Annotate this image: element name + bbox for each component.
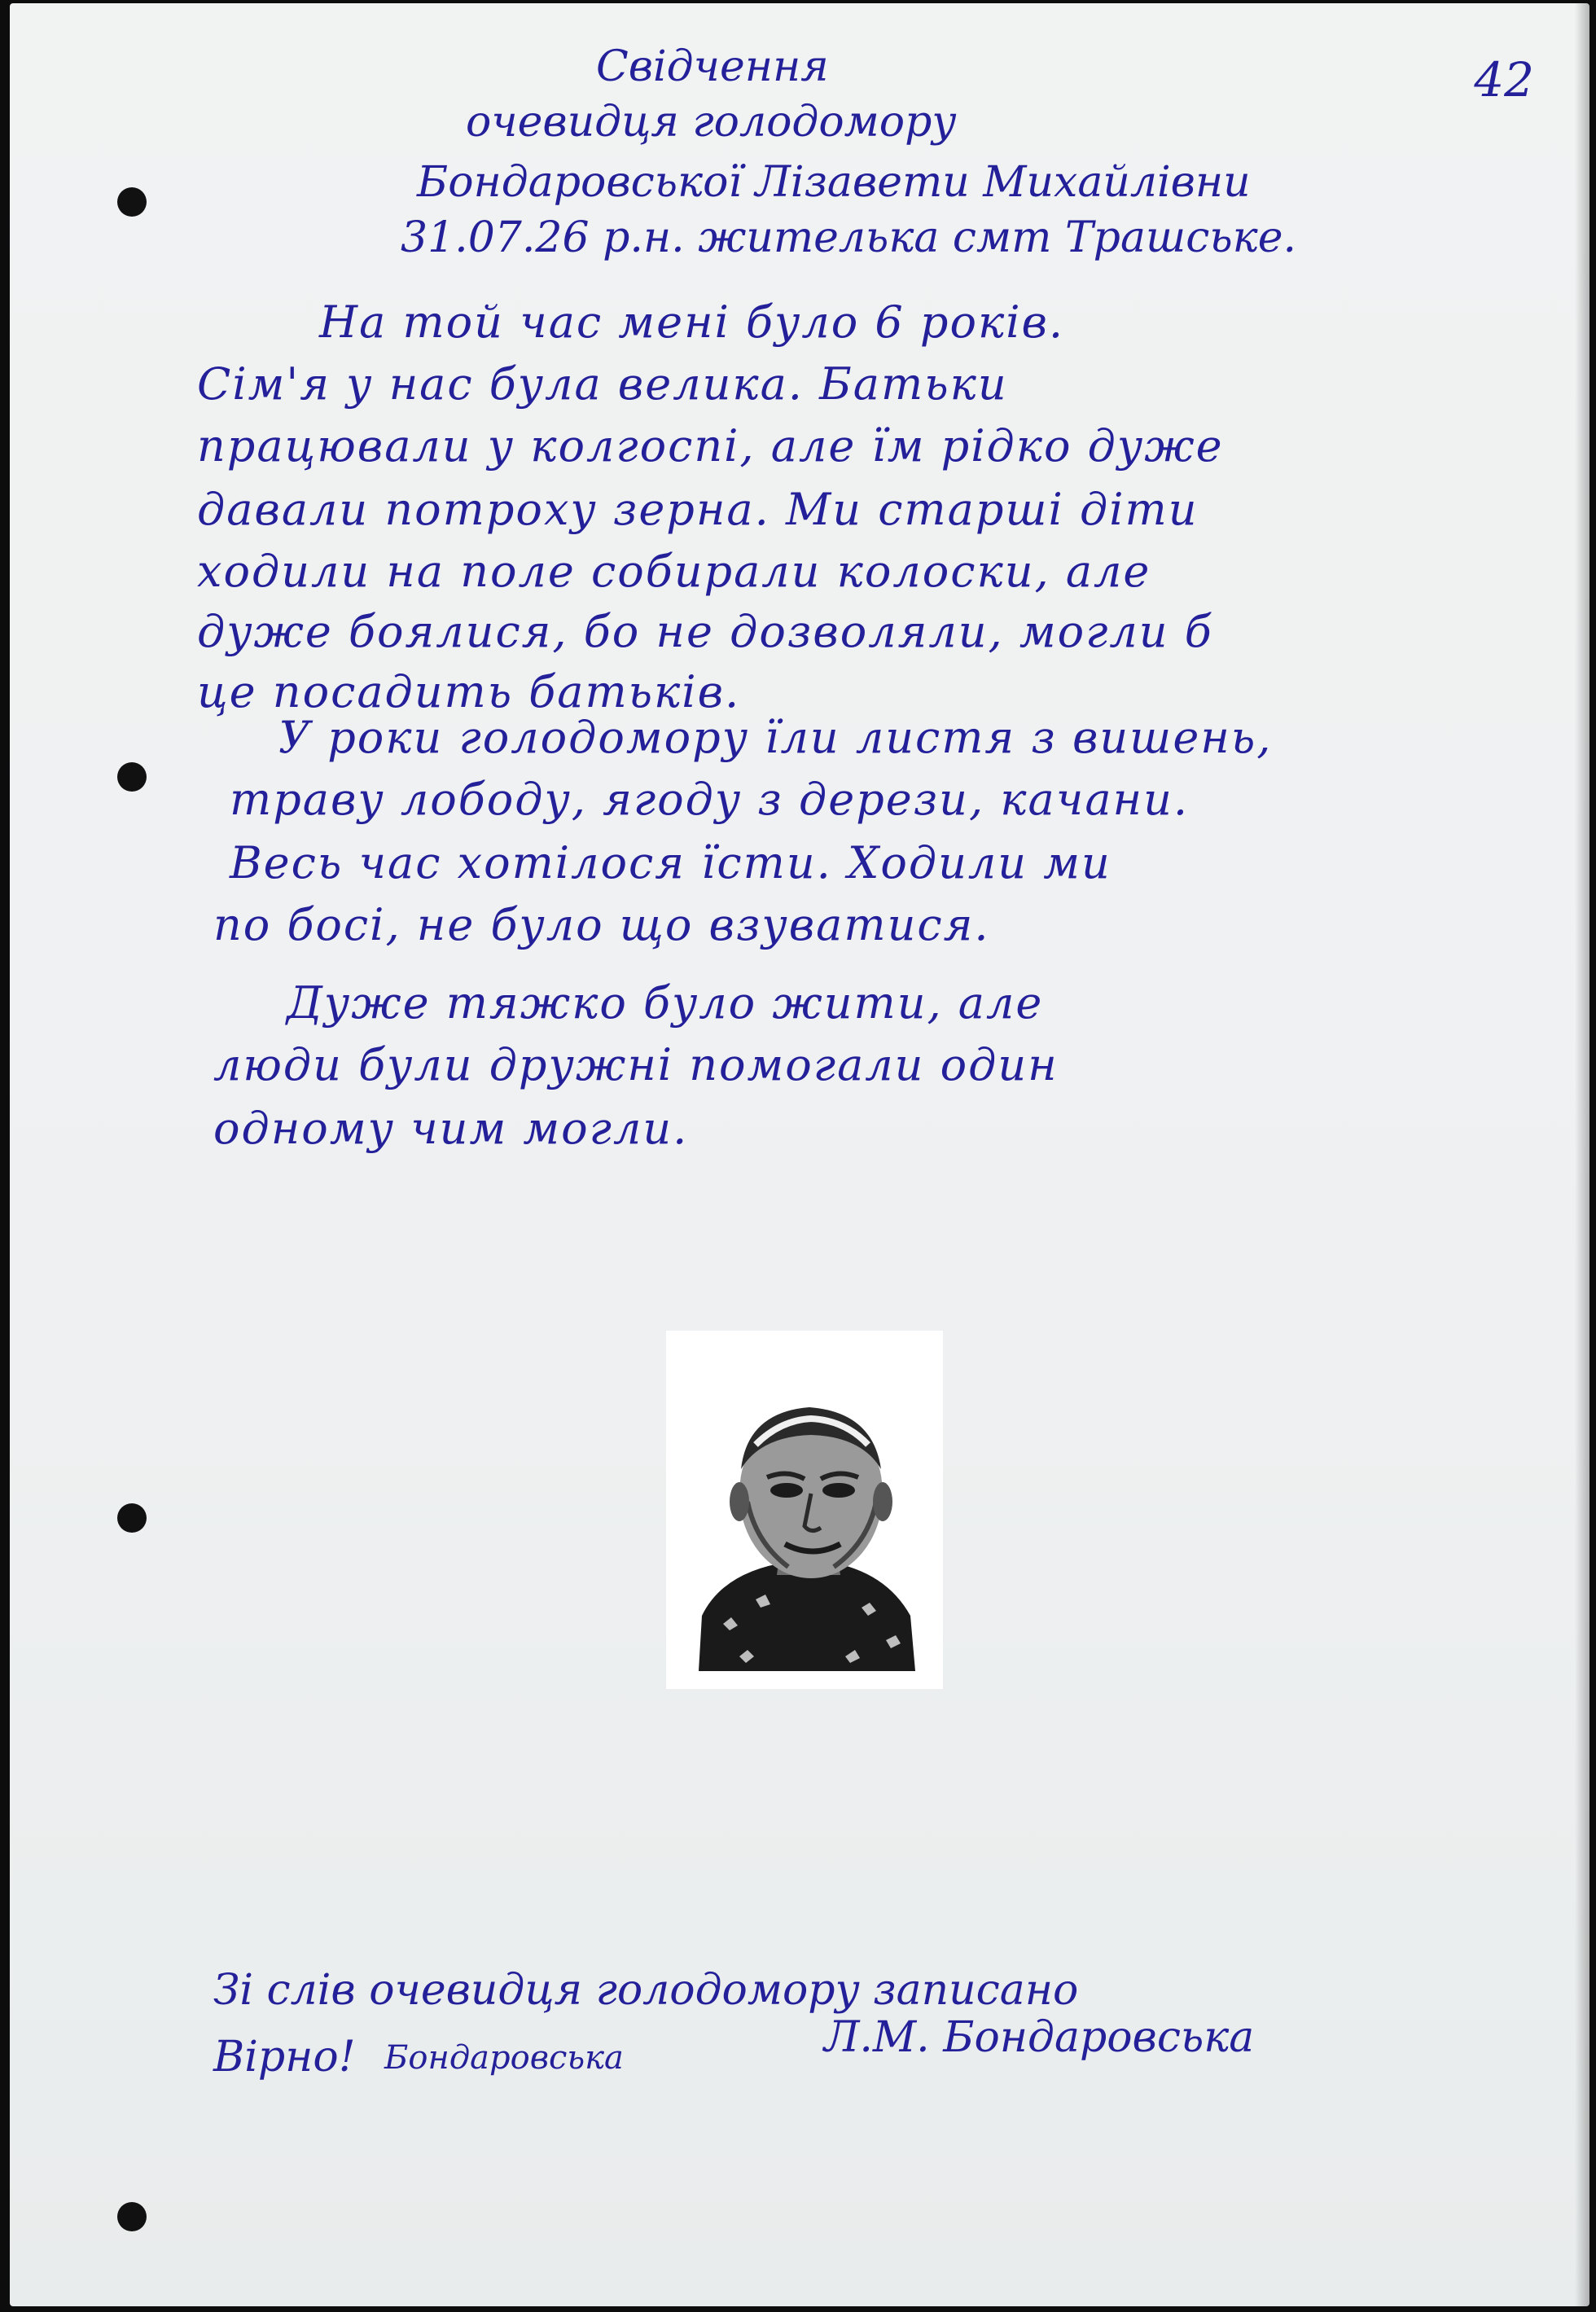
document-page [10,3,1589,2306]
witness-name-initials: Л.М. Бондаровська [824,2013,1255,2062]
body-line: траву лободу, ягоду з дерези, качани. [230,774,1190,825]
witness-signature: Бондаровська [384,2039,624,2077]
body-line: працювали у колгоспі, але їм рідко дуже [197,420,1224,472]
page-edge-shadow [1575,3,1589,2306]
header-title: Свідчення [596,42,829,91]
header-subtitle: очевидця голодомору [466,98,957,147]
body-line: одному чим могли. [213,1103,689,1154]
punch-hole-icon [117,187,147,217]
page-number: 42 [1474,52,1534,107]
body-line: дуже боялися, бо не дозволяли, могли б [197,606,1213,657]
portrait-photo [666,1331,943,1689]
body-line: це посадить батьків. [197,666,741,717]
header-witness-name: Бондаровської Лізавети Михайлівни [417,158,1251,207]
body-line: У роки голодомору їли листя з вишень, [278,712,1273,763]
header-birth-residence: 31.07.26 р.н. жителька смт Трашське. [401,213,1296,262]
punch-hole-icon [117,1503,147,1533]
body-line: ходили на поле собирали колоски, але [197,546,1151,597]
punch-hole-icon [117,762,147,792]
punch-hole-icon [117,2202,147,2231]
body-line: Дуже тяжко було жити, але [287,977,1044,1029]
body-line: Весь час хотілося їсти. Ходили ми [230,837,1112,888]
footer-certified-label: Вірно! [213,2033,356,2082]
footer-recorded-line: Зі слів очевидця голодомору записано [213,1966,1079,2015]
portrait-photo-icon [666,1331,943,1689]
body-line: по босі, не було що взуватися. [213,899,990,950]
body-line: На той час мені було 6 років. [319,296,1065,348]
body-line: давали потроху зерна. Ми старші діти [197,484,1199,535]
body-line: люди були дружні помогали один [213,1039,1059,1090]
body-line: Сім'я у нас була велика. Батьки [197,358,1008,410]
